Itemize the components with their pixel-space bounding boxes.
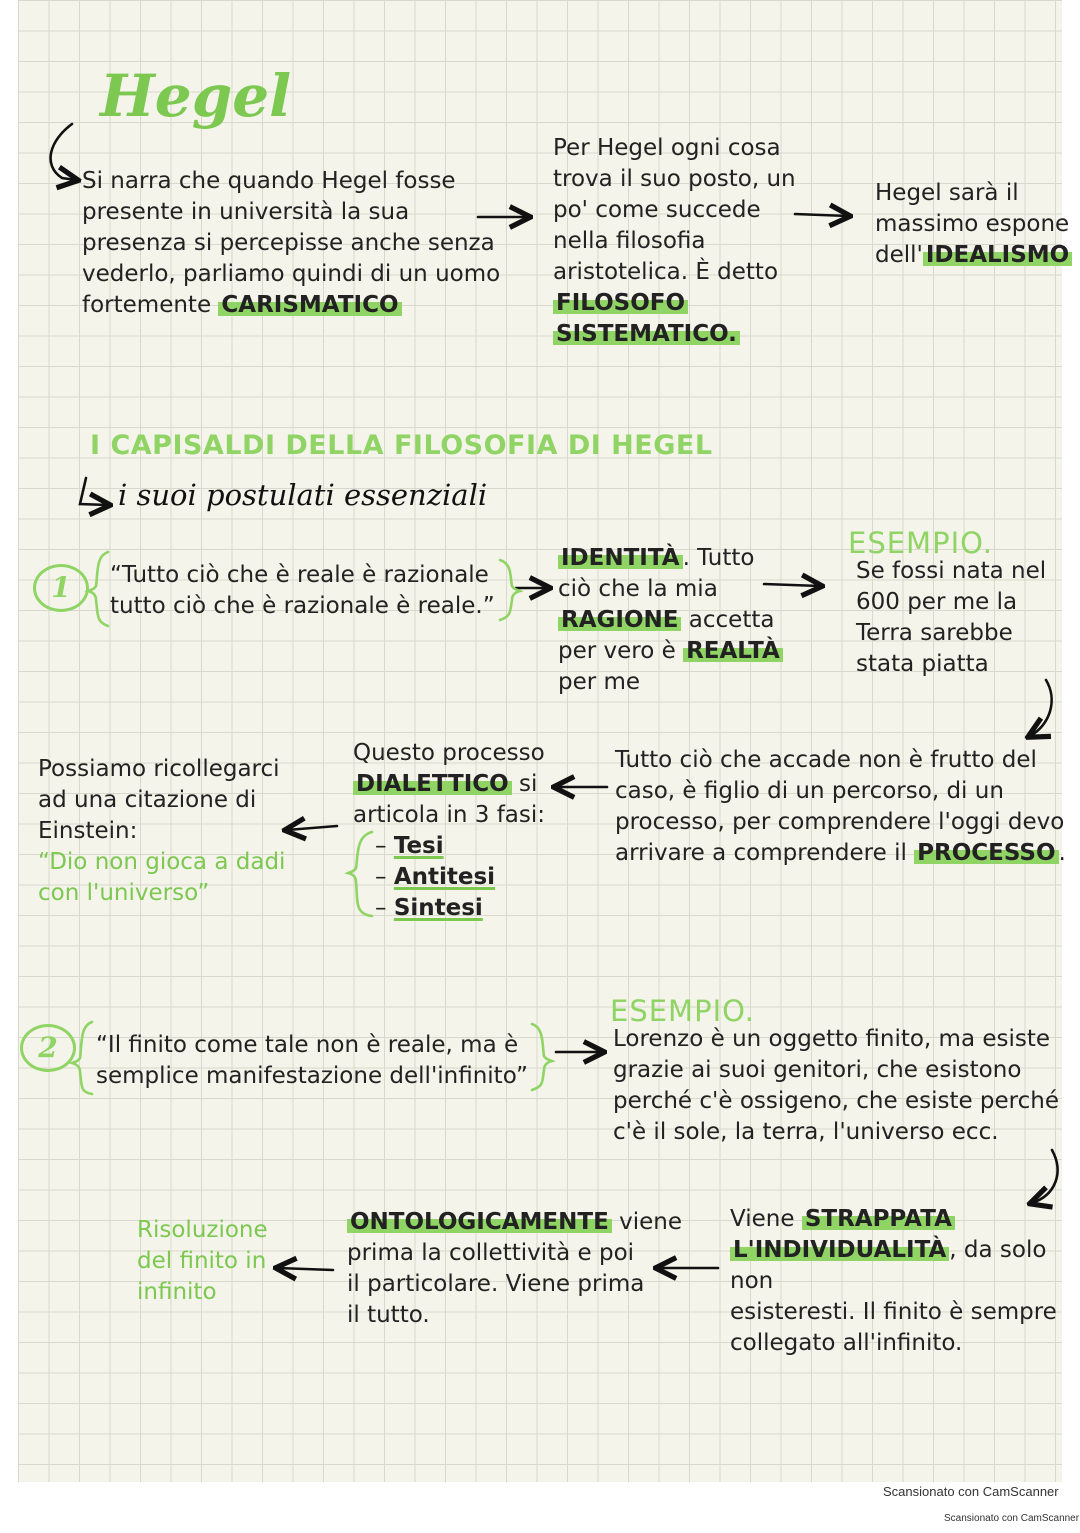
einstein-block: Possiamo ricollegarci ad una citazione di Einstein: “Dio non gioca a dadi con l'universo” [38, 756, 286, 906]
dialectic-phases: – Tesi – Antitesi – Sintesi [375, 833, 496, 921]
brace-right-2 [532, 1024, 552, 1090]
brace-left-2 [72, 1022, 92, 1094]
arrow-hook-section [80, 478, 108, 505]
example-2-text: Lorenzo è un oggetto finito, ma esiste grazie ai suoi genitori, che esistono perché c'è ossigeno, che esiste perché c'è il sole, la terra, l'universo ecc. [613, 1026, 1060, 1145]
highlight-ragione: RAGIONE [558, 607, 681, 633]
brace-right-1 [500, 560, 520, 620]
intro-systematic: Per Hegel ogni cosa trova il suo posto, un po' come succede nella filosofia aristotelica. È detto FILOSOFO SISTEMATICO. [553, 135, 796, 347]
einstein-quote: “Dio non gioca a dadi [38, 849, 286, 875]
highlight-idealismo: IDEALISMO [923, 242, 1072, 268]
highlight-sistematico: SISTEMATICO. [553, 321, 740, 347]
highlight-strappata: STRAPPATA [802, 1206, 955, 1232]
point-1-quote: “Tutto ciò che è reale è razionale tutto ciò che è razionale è reale.” [110, 562, 495, 619]
process-block: Tutto ciò che accade non è frutto del caso, è figlio di un percorso, di un processo, per comprendere l'oggi devo arrivare a comprendere il PROCESSO . [615, 747, 1066, 866]
example-1-text: Se fossi nata nel 600 per me la Terra sarebbe stata piatta [856, 558, 1047, 677]
highlight-carismatico: CARISMATICO [218, 292, 401, 318]
section-title: I CAPISALDI DELLA FILOSOFIA DI HEGEL [90, 430, 713, 461]
resolution-block: Risoluzione del finito in infinito [137, 1217, 268, 1305]
arrow-hook-intro [51, 124, 76, 180]
camscanner-footer: Scansionato con CamScanner [883, 1484, 1059, 1499]
point-2-number: 2 [20, 1024, 76, 1072]
brace-left-1 [88, 552, 108, 626]
identity-block: IDENTITÀ . Tutto ciò che la mia RAGIONE accetta per vero è REALTÀ per me [558, 543, 783, 698]
camscanner-footer-small: Scansionato con CamScanner [944, 1513, 1080, 1524]
ontology-block: ONTOLOGICAMENTE viene prima la collettività e poi il particolare. Viene prima il tutto. [347, 1209, 682, 1328]
dialectic-block: Questo processo DIALETTICO si articola in 3 fasi: [353, 740, 546, 828]
highlight-filosofo: FILOSOFO [553, 290, 688, 316]
highlight-realta: REALTÀ [683, 638, 783, 664]
highlight-processo: PROCESSO [914, 840, 1058, 866]
point-1-number: 1 [33, 564, 89, 612]
section-subtitle: i suoi postulati essenziali [118, 478, 488, 512]
arrow-ontology-resolution [278, 1268, 333, 1270]
highlight-identita: IDENTITÀ [558, 545, 683, 571]
arrow-example-process [1030, 680, 1052, 736]
highlight-dialettico: DIALETTICO [353, 771, 512, 797]
arrow-intro-2 [795, 214, 848, 216]
phase-antitesi: Antitesi [393, 864, 496, 890]
intro-idealism: Hegel sarà il massimo espone dell' IDEALISMO [875, 178, 1072, 271]
page-title: Hegel [100, 62, 292, 130]
example-1-label: ESEMPIO. [848, 526, 993, 560]
highlight-individualita: L'INDIVIDUALITÀ [730, 1237, 949, 1263]
arrow-example2-individuality [1032, 1150, 1058, 1203]
phase-sintesi: Sintesi [393, 895, 483, 921]
example-2-label: ESEMPIO. [610, 994, 755, 1028]
point-2-quote: “Il finito come tale non è reale, ma è semplice manifestazione dell'infinito” [96, 1032, 528, 1089]
intro-charismatic: Si narra che quando Hegel fosse presente in università la sua presenza si percepisse anche senza vederlo, parliamo quindi di un uomo fortemente CARISMATICO [82, 168, 501, 318]
arrow-identity-example [764, 584, 820, 586]
arrow-dialectic-einstein [287, 826, 337, 830]
highlight-ontologicamente: ONTOLOGICAMENTE [347, 1209, 612, 1235]
individuality-block: Viene STRAPPATA L'INDIVIDUALITÀ , da solo non esisteresti. Il finito è sempre collegato all'infinito. [730, 1206, 1057, 1356]
brace-phases [348, 832, 372, 916]
phase-tesi: Tesi [393, 833, 444, 859]
